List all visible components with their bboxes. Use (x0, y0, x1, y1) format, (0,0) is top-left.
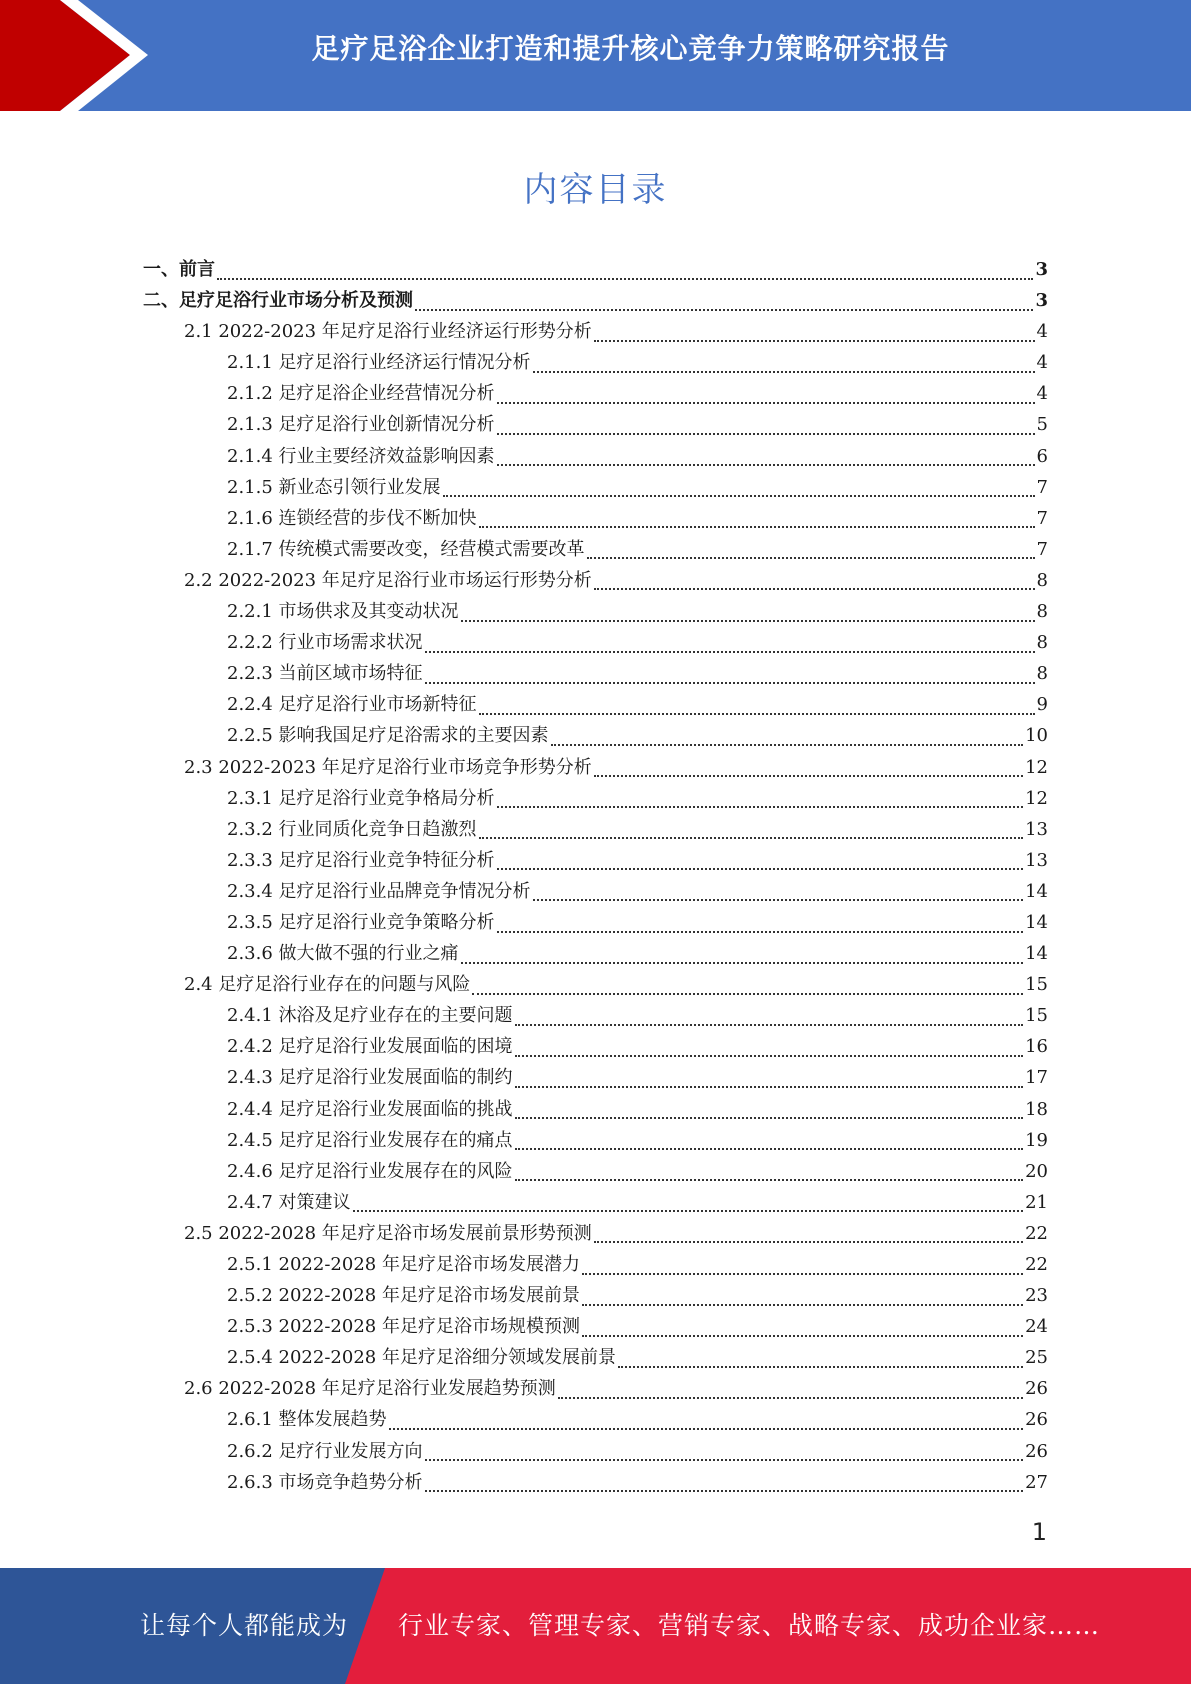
toc-entry[interactable] (143, 814, 1048, 845)
toc-dot-leader (594, 1241, 1023, 1243)
toc-entry[interactable] (143, 969, 1048, 1000)
toc-entry-page: 17 (1025, 1067, 1048, 1089)
toc-entry-label: 2.4.2 足疗足浴行业发展面临的困境 (227, 1036, 513, 1058)
toc-entry-page: 15 (1025, 974, 1048, 996)
toc-dot-leader (515, 1117, 1024, 1119)
toc-entry[interactable] (143, 565, 1048, 596)
toc-entry[interactable] (143, 1373, 1048, 1404)
toc-entry-label: 2.2.2 行业市场需求状况 (227, 632, 423, 654)
toc-entry-page: 8 (1036, 601, 1048, 623)
toc-entry[interactable] (143, 1062, 1048, 1093)
toc-entry[interactable] (143, 907, 1048, 938)
toc-entry-label: 2.2.5 影响我国足疗足浴需求的主要因素 (227, 725, 549, 747)
toc-dot-leader (551, 744, 1024, 746)
toc-entry-page: 14 (1025, 880, 1048, 902)
toc-entry-page: 12 (1025, 756, 1048, 778)
toc-entry-page: 15 (1025, 1005, 1048, 1027)
toc-entry-page: 25 (1025, 1347, 1048, 1369)
toc-entry-page: 4 (1036, 321, 1048, 343)
toc-entry[interactable] (143, 1094, 1048, 1125)
toc-entry[interactable] (143, 845, 1048, 876)
toc-entry-label: 2.3.6 做大做不强的行业之痛 (227, 943, 459, 965)
toc-entry[interactable] (143, 1187, 1048, 1218)
toc-entry-label: 2.1.7 传统模式需要改变，经营模式需要改革 (227, 538, 585, 560)
toc-entry[interactable] (143, 596, 1048, 627)
toc-entry-label: 2.1.2 足疗足浴企业经营情况分析 (227, 383, 495, 405)
toc-entry[interactable] (143, 285, 1048, 316)
toc-entry-label: 2.1.3 足疗足浴行业创新情况分析 (227, 414, 495, 436)
toc-entry-page: 23 (1025, 1285, 1048, 1307)
toc-dot-leader (472, 993, 1023, 995)
toc-entry-page: 8 (1036, 663, 1048, 685)
toc-dot-leader (443, 495, 1035, 497)
toc-entry-label: 2.2.1 市场供求及其变动状况 (227, 601, 459, 623)
toc-entry-label: 2.1.5 新业态引领行业发展 (227, 476, 441, 498)
toc-dot-leader (425, 682, 1035, 684)
toc-entry[interactable] (143, 783, 1048, 814)
toc-dot-leader (533, 899, 1024, 901)
toc-entry-page: 16 (1025, 1036, 1048, 1058)
toc-entry-page: 4 (1036, 383, 1048, 405)
toc-entry-label: 2.6.2 足疗行业发展方向 (227, 1440, 423, 1462)
toc-entry-page: 19 (1025, 1129, 1048, 1151)
toc-entry-label: 2.3.5 足疗足浴行业竞争策略分析 (227, 911, 495, 933)
toc-entry-label: 2.1.6 连锁经营的步伐不断加快 (227, 507, 477, 529)
toc-entry-label: 2.6.3 市场竞争趋势分析 (227, 1471, 423, 1493)
toc-entry[interactable] (143, 1000, 1048, 1031)
toc-dot-leader (497, 931, 1024, 933)
toc-entry[interactable] (143, 1031, 1048, 1062)
toc-entry-page: 21 (1025, 1191, 1048, 1213)
toc-entry-page: 14 (1025, 911, 1048, 933)
toc-entry-label: 2.5.1 2022-2028 年足疗足浴市场发展潜力 (227, 1254, 580, 1275)
toc-dot-leader (515, 1055, 1024, 1057)
toc-entry-page: 12 (1025, 787, 1048, 809)
toc-entry[interactable] (143, 1218, 1048, 1249)
toc-entry-page: 24 (1025, 1316, 1048, 1338)
toc-entry[interactable] (143, 876, 1048, 907)
toc-entry-label: 2.4 足疗足浴行业存在的问题与风险 (184, 974, 471, 996)
toc-entry[interactable] (143, 534, 1048, 565)
toc-entry-page: 9 (1036, 694, 1048, 716)
toc-entry-page: 3 (1035, 290, 1048, 312)
toc-entry-label: 2.6.1 整体发展趋势 (227, 1409, 387, 1431)
toc-dot-leader (582, 1335, 1023, 1337)
toc-entry[interactable] (143, 1249, 1048, 1280)
toc-entry-page: 7 (1036, 507, 1048, 529)
toc-dot-leader (582, 1273, 1023, 1275)
toc-entry-label: 2.4.7 对策建议 (227, 1191, 351, 1213)
toc-dot-leader (425, 1490, 1024, 1492)
toc-dot-leader (594, 588, 1035, 590)
toc-entry-page: 13 (1025, 849, 1048, 871)
toc-entry-label: 2.2.4 足疗足浴行业市场新特征 (227, 694, 477, 716)
toc-entry-page: 26 (1025, 1378, 1048, 1400)
toc-dot-leader (497, 464, 1035, 466)
toc-dot-leader (479, 837, 1024, 839)
toc-entry[interactable] (143, 627, 1048, 658)
toc-entry-label: 2.3 2022-2023 年足疗足浴行业市场竞争形势分析 (184, 756, 592, 778)
toc-dot-leader (587, 557, 1035, 559)
toc-dot-leader (515, 1024, 1024, 1026)
toc-dot-leader (479, 526, 1035, 528)
toc-entry-label: 2.5.3 2022-2028 年足疗足浴市场规模预测 (227, 1316, 580, 1338)
toc-entry-label: 2.2 2022-2023 年足疗足浴行业市场运行形势分析 (184, 569, 592, 591)
toc-dot-leader (389, 1428, 1024, 1430)
toc-entry[interactable] (143, 658, 1048, 689)
toc-entry-label: 2.3.1 足疗足浴行业竞争格局分析 (227, 787, 495, 809)
toc-dot-leader (497, 806, 1024, 808)
toc-entry-page: 20 (1025, 1160, 1048, 1182)
toc-entry[interactable] (143, 441, 1048, 472)
header-banner (0, 0, 1191, 111)
toc-dot-leader (461, 620, 1035, 622)
toc-entry[interactable] (143, 316, 1048, 347)
toc-entry[interactable] (143, 1280, 1048, 1311)
footer-slogan-left: 让每个人都能成为 (140, 1611, 349, 1640)
toc-dot-leader (461, 962, 1024, 964)
footer-banner (0, 1568, 1191, 1684)
toc-entry-label: 2.1.4 行业主要经济效益影响因素 (227, 445, 495, 467)
toc-entry[interactable] (143, 503, 1048, 534)
toc-entry-label: 2.4.5 足疗足浴行业发展存在的痛点 (227, 1129, 513, 1151)
toc-entry[interactable] (143, 1311, 1048, 1342)
toc-dot-leader (497, 433, 1035, 435)
toc-dot-leader (515, 1086, 1024, 1088)
toc-entry-page: 22 (1025, 1254, 1048, 1275)
toc-entry-page: 8 (1036, 632, 1048, 654)
toc-entry-page: 22 (1025, 1222, 1048, 1244)
toc-dot-leader (217, 278, 1033, 280)
toc-entry-label: 2.1.1 足疗足浴行业经济运行情况分析 (227, 352, 531, 374)
toc-entry[interactable] (143, 1342, 1048, 1373)
toc-entry[interactable] (143, 378, 1048, 409)
toc-entry[interactable] (143, 720, 1048, 751)
toc-dot-leader (415, 309, 1033, 311)
toc-entry[interactable] (143, 254, 1048, 285)
toc-entry-label: 二、足疗足浴行业市场分析及预测 (143, 290, 413, 312)
toc-dot-leader (497, 868, 1024, 870)
toc-dot-leader (425, 1459, 1024, 1461)
toc-entry-page: 10 (1025, 725, 1048, 747)
toc-entry-label: 2.5 2022-2028 年足疗足浴市场发展前景形势预测 (184, 1222, 592, 1244)
toc-entry-page: 27 (1025, 1471, 1048, 1493)
toc-entry[interactable] (143, 472, 1048, 503)
toc-entry[interactable] (143, 409, 1048, 440)
report-title: 足疗足浴企业打造和提升核心竞争力策略研究报告 (311, 32, 950, 65)
toc-heading: 内容目录 (523, 170, 668, 210)
toc-entry[interactable] (143, 1125, 1048, 1156)
toc-entry-label: 2.4.4 足疗足浴行业发展面临的挑战 (227, 1098, 513, 1120)
toc-entry[interactable] (143, 1156, 1048, 1187)
toc-entry-label: 2.5.2 2022-2028 年足疗足浴市场发展前景 (227, 1285, 580, 1307)
toc-dot-leader (618, 1366, 1023, 1368)
toc-entry-label: 一、前言 (143, 259, 215, 280)
toc-dot-leader (558, 1397, 1023, 1399)
toc-entry-label: 2.4.1 沐浴及足疗业存在的主要问题 (227, 1005, 513, 1027)
toc-entry-page: 13 (1025, 818, 1048, 840)
toc-dot-leader (594, 775, 1023, 777)
toc-entry[interactable] (143, 347, 1048, 378)
table-of-contents (143, 254, 1048, 1498)
toc-entry[interactable] (143, 938, 1048, 969)
toc-entry-label: 2.1 2022-2023 年足疗足浴行业经济运行形势分析 (184, 321, 592, 343)
toc-entry-page: 7 (1036, 476, 1048, 498)
toc-entry-label: 2.2.3 当前区域市场特征 (227, 663, 423, 685)
toc-dot-leader (515, 1179, 1024, 1181)
toc-dot-leader (497, 402, 1035, 404)
toc-entry-label: 2.4.3 足疗足浴行业发展面临的制约 (227, 1067, 513, 1089)
toc-entry[interactable] (143, 752, 1048, 783)
toc-entry-label: 2.3.4 足疗足浴行业品牌竞争情况分析 (227, 880, 531, 902)
toc-entry-label: 2.5.4 2022-2028 年足疗足浴细分领域发展前景 (227, 1347, 616, 1369)
toc-entry-page: 8 (1036, 569, 1048, 591)
toc-entry-label: 2.4.6 足疗足浴行业发展存在的风险 (227, 1160, 513, 1182)
toc-entry[interactable] (143, 1404, 1048, 1435)
toc-dot-leader (594, 340, 1035, 342)
toc-entry-label: 2.3.3 足疗足浴行业竞争特征分析 (227, 849, 495, 871)
toc-entry[interactable] (143, 1467, 1048, 1498)
toc-entry-page: 26 (1025, 1440, 1048, 1462)
toc-dot-leader (533, 371, 1035, 373)
toc-dot-leader (353, 1210, 1024, 1212)
toc-entry-page: 3 (1035, 259, 1048, 280)
toc-entry-page: 7 (1036, 538, 1048, 560)
toc-dot-leader (582, 1304, 1023, 1306)
toc-entry-page: 18 (1025, 1098, 1048, 1120)
toc-dot-leader (425, 651, 1035, 653)
toc-entry[interactable] (143, 1436, 1048, 1467)
toc-dot-leader (515, 1148, 1024, 1150)
toc-entry-page: 5 (1036, 414, 1048, 436)
page-number: 1 (1031, 1518, 1047, 1546)
toc-entry-label: 2.3.2 行业同质化竞争日趋激烈 (227, 818, 477, 840)
footer-slogan-right: 行业专家、管理专家、营销专家、战略专家、成功企业家…… (398, 1611, 1101, 1640)
toc-dot-leader (479, 713, 1035, 715)
toc-entry[interactable] (143, 689, 1048, 720)
toc-entry-page: 4 (1036, 352, 1048, 374)
toc-entry-page: 14 (1025, 943, 1048, 965)
toc-entry-label: 2.6 2022-2028 年足疗足浴行业发展趋势预测 (184, 1378, 556, 1400)
toc-entry-page: 26 (1025, 1409, 1048, 1431)
toc-entry-page: 6 (1036, 445, 1048, 467)
